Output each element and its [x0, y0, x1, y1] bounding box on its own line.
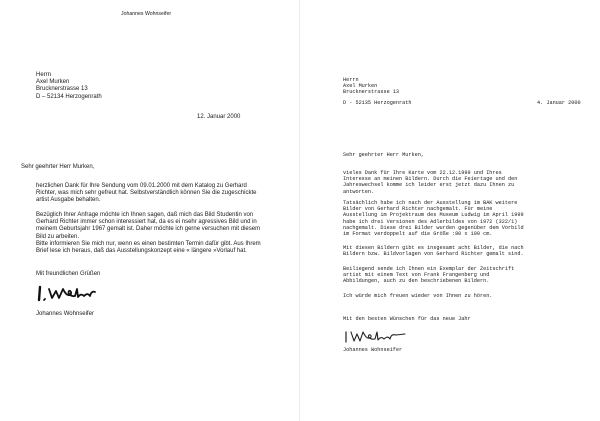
paragraph-line: Ich würde mich freuen wieder von Ihnen zu hören.	[343, 293, 493, 299]
recipient-address	[343, 77, 399, 96]
paragraph-line: Beiliegend sende ich Ihnen ein Exemplar der Zeitschrift	[343, 266, 515, 272]
postcode-city: D - 52135 Herzogenrath	[343, 100, 412, 106]
signature	[342, 327, 412, 347]
paragraph	[343, 170, 517, 195]
paragraph-line: herzlichen Dank für Ihre Sendung vom 09.01.2000 mit dem Katalog zu Gerhard	[36, 183, 247, 189]
paragraph-line: antworten.	[343, 188, 375, 195]
paragraph-line: im Format verdoppelt auf die Größe :80 x 100 cm.	[343, 231, 493, 238]
salutation: Sehr geehrter Herr Murken,	[21, 164, 95, 170]
paragraph	[343, 245, 524, 257]
paragraph-line: Gerhard Richter immer schon interessiert hat, da es ei nsehr agressives Bild und in	[36, 219, 257, 226]
letterhead-name: Johannes Wohnseifer	[121, 11, 172, 17]
signature-drawing	[342, 327, 412, 347]
paragraph	[343, 200, 524, 237]
recipient-address	[36, 72, 102, 101]
paragraph-line: Jahreswechsel komme ich leider erst jetzt dazu Ihnen zu	[343, 182, 515, 189]
paragraph-line: artist mit einem Text von Frank Frangenberg und	[343, 272, 490, 279]
signature-drawing	[34, 283, 98, 305]
address-line: D – 52134 Herzogenrath	[36, 93, 102, 100]
paragraph	[343, 266, 514, 285]
address-line: Axel Murken	[36, 79, 70, 86]
paragraph-line: Bild zu arbeiten.	[36, 233, 80, 240]
letter-date: 4. Januar 2000	[537, 100, 581, 106]
paragraph-line: vieles Dank für Ihre Karte vom 22.12.1999 und Ihres	[343, 170, 502, 176]
address-line: Herrn	[36, 72, 52, 78]
address-line: Brucknerstrasse 13	[36, 86, 88, 93]
signer-name: Johannes Wohnseifer	[343, 347, 403, 353]
paragraph-line: Richter, was mich sehr gefreut hat. Selbstverständlich können Sie die zugeschickte	[36, 190, 257, 197]
paragraph-line: Bitte informieren Sie mich nur, wenn es einen bestimten Termin dafür gibt. Aus Ihrem	[36, 240, 261, 247]
paragraph-line: Interesse an meinen Bildern. Durch die Feiertage und den	[343, 176, 518, 183]
paragraph-line: Bilder von Gerhard Richter nachgemalt. Für meine	[343, 206, 493, 213]
letter-date: 12. Januar 2000	[197, 114, 241, 120]
signer-name: Johannes Wohnseifer	[36, 311, 94, 317]
paragraph	[36, 183, 256, 205]
salutation: Sehr geehrter Herr Murken,	[343, 152, 424, 158]
paragraph-line: Bildern bzw. Bildvorlagen von Gerhard Richter gemalt sind.	[343, 251, 524, 258]
paragraph-line: nachgemalt. Diese drei Bilder wurden gegenüber dem Vorbild	[343, 224, 524, 231]
paragraph-line: Bezüglich Ihrer Anfrage möchte ich Ihnen sagen, daß mich das Bild Studentin von	[36, 212, 254, 218]
closing: Mit den besten Wünschen für das neue Jahr	[343, 316, 471, 322]
address-line: Herrn	[343, 77, 359, 83]
signature	[34, 283, 98, 305]
paragraph-line: Ausstellung im Projektraum des Museum Ludwig im April 1999	[343, 212, 524, 219]
paragraph-line: artist Ausgabe behalten.	[36, 197, 101, 204]
paragraph-line: Brief lese ich heraus, daß das Ausstellungskonzept eine « längere »Vorlauf hat.	[36, 248, 247, 255]
paragraph-line: Mit diesen Bildern gibt es insgesamt acht Bilder, die nach	[343, 245, 524, 251]
letter-right	[300, 0, 600, 421]
paragraph-line: meinem Geburtsjahr 1967 gemalt ist. Daher möchte ich gerne versuchen mit diesem	[36, 226, 261, 233]
paragraph-line: Tatsächlich habe ich nach der Ausstellung im BAK weitere	[343, 200, 518, 206]
paragraph-line: habe ich drei Versionen des Adlerbildes von 1972 (322/1)	[343, 218, 518, 225]
paragraph	[36, 212, 261, 255]
paragraph	[343, 293, 492, 299]
address-line: Axel Murken	[343, 83, 378, 90]
closing: Mit freundlichen Grüßen	[36, 271, 101, 277]
paragraph-line: Abbildungen, auch zu den beschriebenen Bildern.	[343, 278, 490, 285]
address-line: Brucknerstrasse 13	[343, 89, 400, 96]
